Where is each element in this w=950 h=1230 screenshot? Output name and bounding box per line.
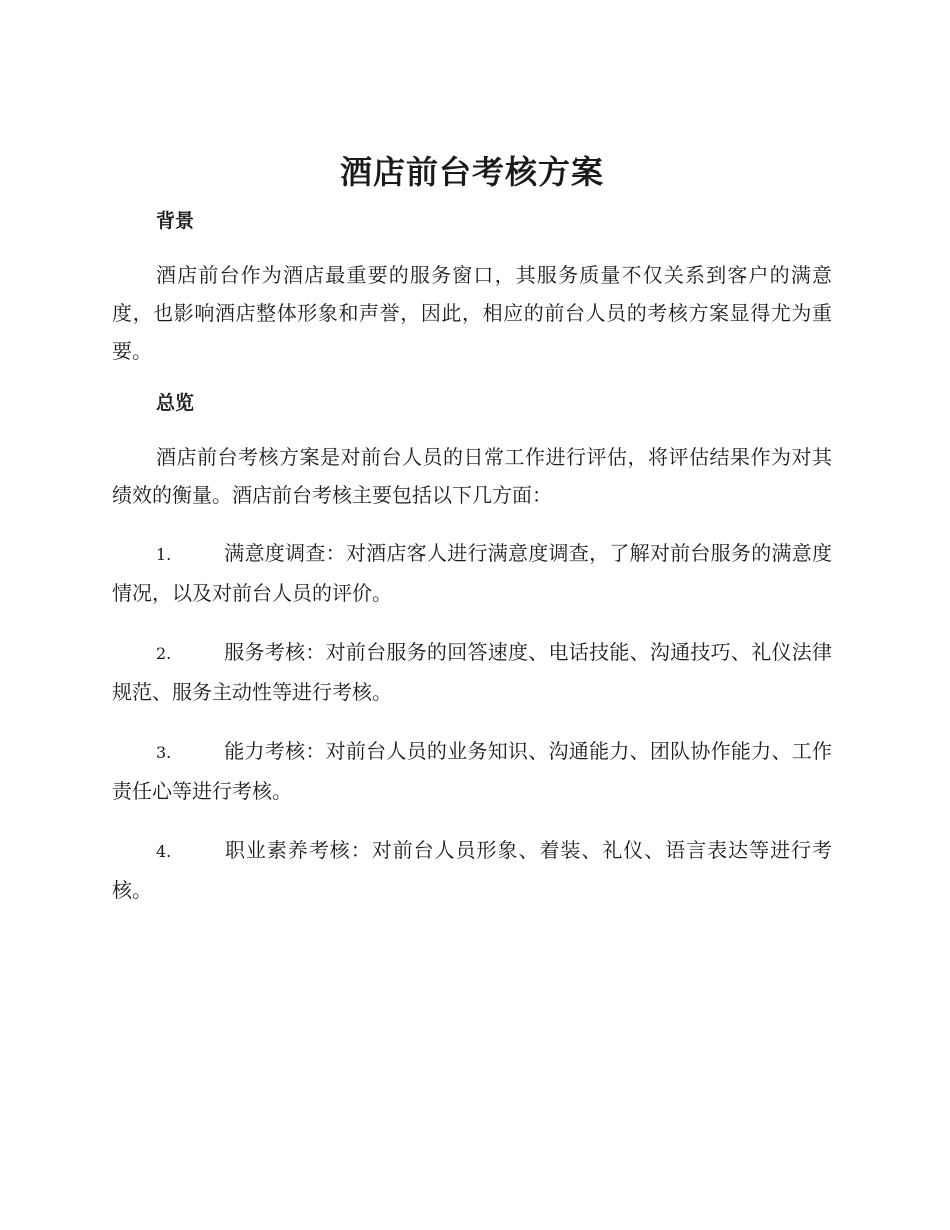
list-item-text: 满意度调查：对酒店客人进行满意度调查，了解对前台服务的满意度情况，以及对前台人员的评价。 <box>112 541 832 605</box>
document-title: 酒店前台考核方案 <box>339 153 604 191</box>
list-item-text: 职业素养考核：对前台人员形象、着装、礼仪、语言表达等进行考核。 <box>112 838 832 902</box>
list-item <box>112 732 832 810</box>
list-item <box>112 633 832 711</box>
section-paragraph-background: 酒店前台作为酒店最重要的服务窗口，其服务质量不仅关系到客户的满意度，也影响酒店整体形象和声誉，因此，相应的前台人员的考核方案显得尤为重要。 <box>112 263 832 363</box>
list-item <box>112 534 832 612</box>
list-item <box>112 831 832 909</box>
list-item-number: 4. <box>156 842 172 861</box>
document-page <box>112 150 832 930</box>
list-item-number: 1. <box>156 545 172 564</box>
section-heading-background: 背景 <box>156 210 195 232</box>
section-heading-overview: 总览 <box>156 392 195 414</box>
section-paragraph-overview: 酒店前台考核方案是对前台人员的日常工作进行评估，将评估结果作为对其绩效的衡量。酒店前台考核主要包括以下几方面： <box>112 445 832 507</box>
list-item-number: 2. <box>156 644 172 663</box>
list-item-text: 能力考核：对前台人员的业务知识、沟通能力、团队协作能力、工作责任心等进行考核。 <box>112 739 832 803</box>
list-item-text: 服务考核：对前台服务的回答速度、电话技能、沟通技巧、礼仪法律规范、服务主动性等进行考核。 <box>112 640 832 704</box>
list-item-number: 3. <box>156 743 172 762</box>
